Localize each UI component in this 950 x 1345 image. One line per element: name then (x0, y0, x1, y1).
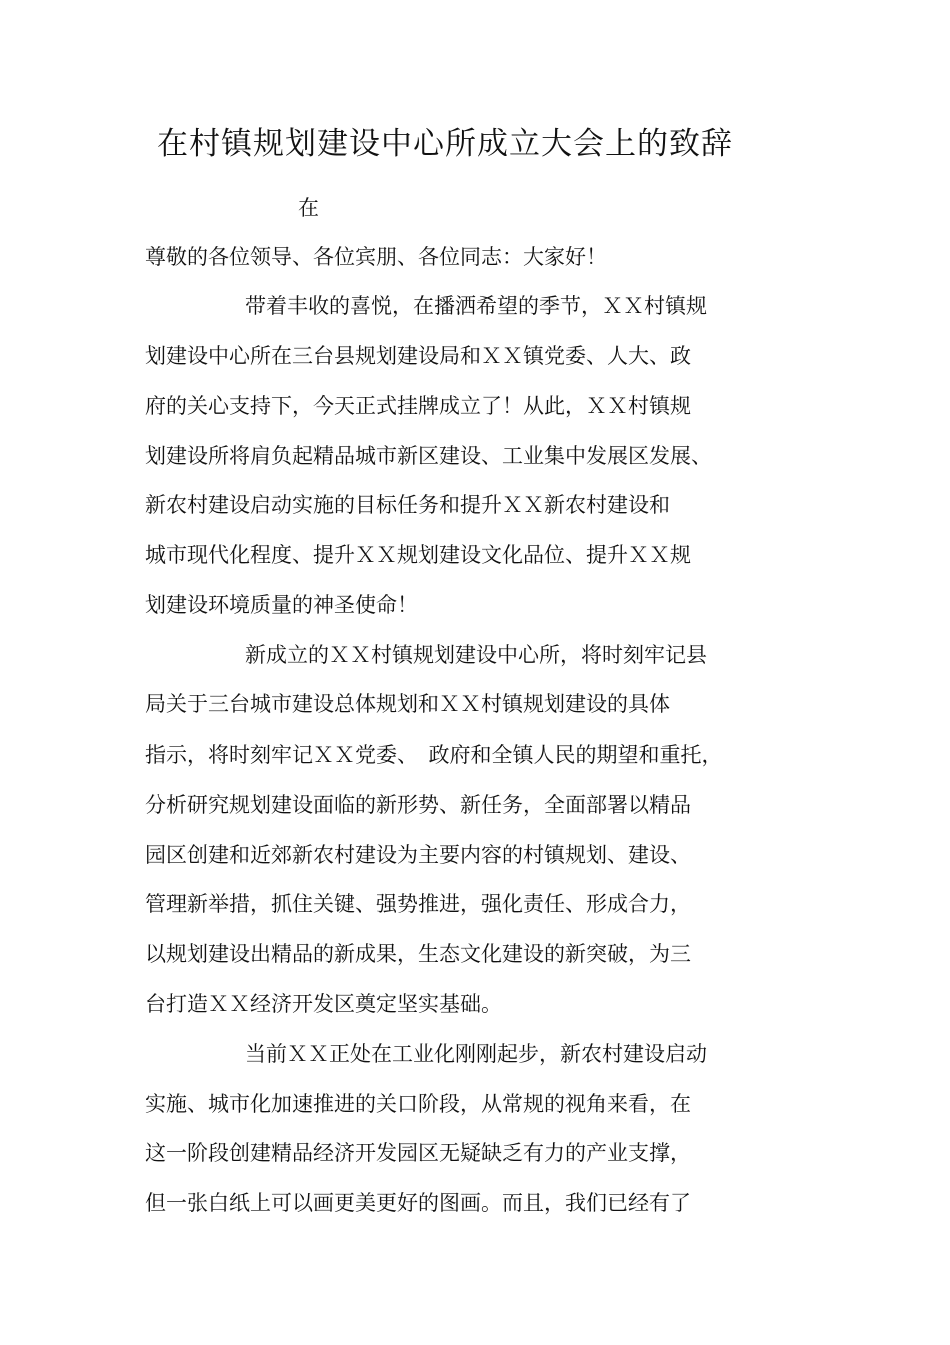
paragraph-1-line: 划建设环境质量的神圣使命！ (145, 593, 418, 617)
paragraph-2-line: 新成立的ＸＸ村镇规划建设中心所，将时刻牢记县 (245, 643, 707, 667)
paragraph-1-line: 划建设所将肩负起精品城市新区建设、工业集中发展区发展、 (145, 444, 712, 468)
paragraph-3-line: 当前ＸＸ正处在工业化刚刚起步，新农村建设启动 (245, 1042, 707, 1066)
paragraph-2-line: 台打造ＸＸ经济开发区奠定坚实基础。 (145, 992, 502, 1016)
salutation-line: 尊敬的各位领导、各位宾朋、各位同志：大家好！ (145, 245, 607, 269)
paragraph-1-line: 城市现代化程度、提升ＸＸ规划建设文化品位、提升ＸＸ规 (145, 543, 691, 567)
paragraph-1-line: 带着丰收的喜悦，在播洒希望的季节，ＸＸ村镇规 (245, 294, 707, 318)
paragraph-2-line: 以规划建设出精品的新成果，生态文化建设的新突破，为三 (145, 942, 691, 966)
paragraph-2-line: 指示，将时刻牢记ＸＸ党委、 政府和全镇人民的期望和重托， (145, 743, 723, 767)
paragraph-2-line: 管理新举措，抓住关键、强势推进，强化责任、形成合力， (145, 892, 691, 916)
paragraph-3-line: 实施、城市化加速推进的关口阶段，从常规的视角来看，在 (145, 1092, 691, 1116)
paragraph-1-line: 新农村建设启动实施的目标任务和提升ＸＸ新农村建设和 (145, 493, 670, 517)
paragraph-1-line: 划建设中心所在三台县规划建设局和ＸＸ镇党委、人大、政 (145, 344, 691, 368)
document-title: 在村镇规划建设中心所成立大会上的致辞 (157, 126, 733, 162)
paragraph-2-line: 局关于三台城市建设总体规划和ＸＸ村镇规划建设的具体 (145, 692, 670, 716)
text-line: 在 (298, 196, 319, 220)
paragraph-3-line: 这一阶段创建精品经济开发园区无疑缺乏有力的产业支撑， (145, 1141, 691, 1165)
paragraph-2-line: 分析研究规划建设面临的新形势、新任务，全面部署以精品 (145, 793, 691, 817)
paragraph-2-line: 园区创建和近郊新农村建设为主要内容的村镇规划、建设、 (145, 843, 691, 867)
paragraph-3-line: 但一张白纸上可以画更美更好的图画。而且，我们已经有了 (145, 1191, 691, 1215)
paragraph-1-line: 府的关心支持下，今天正式挂牌成立了！从此，ＸＸ村镇规 (145, 394, 691, 418)
